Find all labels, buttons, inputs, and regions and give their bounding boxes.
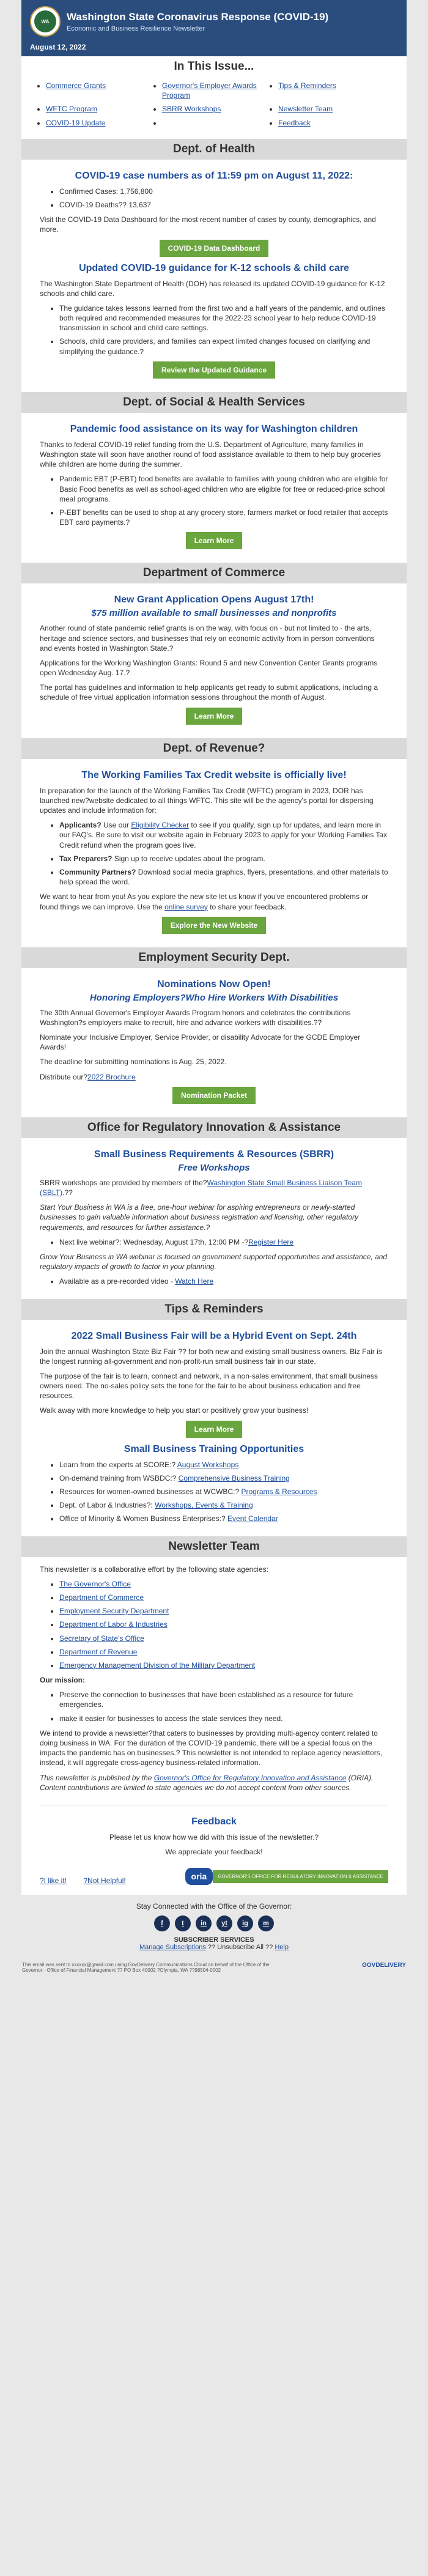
bullet-text: On-demand training from WSBDC:? — [59, 1473, 177, 1482]
revenue-title: The Working Families Tax Credit website is officially live! — [81, 769, 347, 780]
section-heading-commerce: Department of Commerce — [21, 563, 407, 583]
footer — [0, 1957, 428, 1978]
bullet-text: Learn from the experts at SCORE:? — [59, 1460, 176, 1469]
para-text: (ORIA). Content contributions are limited to state agencies we do not accept content from other sources. — [40, 1773, 374, 1792]
tips-para: Join the annual Washington State Biz Fair ?? for both new and existing small business owners. Biz Fair is the longest running all-government and non-profit-run small business fair in our state. — [40, 1347, 382, 1366]
toc-link[interactable]: SBRR Workshops — [162, 105, 221, 114]
oria-title: Small Business Requirements & Resources (SBRR) — [94, 1149, 334, 1160]
bullet-text: Dept. of Labor & Industries?: — [59, 1501, 153, 1510]
bullet-text: Download social media graphics, flyers, presentations, and other materials to help spread the word. — [59, 867, 388, 887]
dshs-section — [21, 413, 407, 563]
facebook-icon[interactable]: f — [154, 1915, 170, 1931]
revenue-para: In preparation for the launch of the Working Families Tax Credit (WFTC) program in 2023, DOR has launched new?website dedicated to all things WFTC. This site will be the agency's portal for dispersing updates and include information for: — [40, 786, 374, 815]
list-item — [59, 1606, 388, 1616]
commerce-para-2: Applications for the Working Washington Grants: Round 5 and new Convention Center Grants programs open Wednesday Aug. 17.? — [40, 658, 378, 678]
team-para-2: We intend to provide a newsletter?that caters to businesses by providing multi-agency content related to doing business in WA. For the duration of the COVID-19 pandemic, there will be a special focus on the impacts the pandemic has on businesses.? This newsletter is not intended to replace agency newsletters, instead, it will aggregate cross-agency business-related information. — [40, 1728, 383, 1767]
footer-text: This email was sent to xxxxxx@gmail.com using GovDelivery Communications Cloud on behalf of the Office of the Governor · Office of Financial Management ?? PO Box 40002 ?Olympia, WA ??98504-0002 — [22, 1962, 270, 1974]
bullet-lead: Applicants? — [59, 821, 101, 830]
bullet-text: Resources for women-owned businesses at WCWBC:? — [59, 1487, 240, 1496]
list-item — [59, 1593, 388, 1602]
list-item: • COVID-19 Deaths?? 13,637 — [59, 200, 388, 210]
training-link[interactable]: August Workshops — [177, 1460, 239, 1469]
toc-link[interactable]: Feedback — [278, 118, 311, 127]
agency-link[interactable]: Department of Labor & Industries — [59, 1620, 168, 1629]
newsletter-subtitle: Economic and Business Resilience Newsletter — [67, 24, 205, 32]
feedback-para-2: We appreciate your feedback! — [165, 1848, 263, 1857]
esd-para: The 30th Annual Governor's Employer Awards Program honors and celebrates the contributions Washington?s employers make to recruit, hire and advance workers with disabilities.?? — [40, 1008, 351, 1027]
section-heading-tips: Tips & Reminders — [21, 1299, 407, 1320]
list-item — [59, 854, 388, 864]
nomination-packet-button[interactable]: Nomination Packet — [172, 1087, 256, 1104]
section-heading-revenue: Dept. of Revenue? — [21, 738, 407, 759]
oria-link[interactable]: Governor's Office for Regulatory Innovation and Assistance — [153, 1773, 347, 1782]
training-link[interactable]: Programs & Resources — [241, 1487, 317, 1496]
register-link[interactable]: Register Here — [248, 1237, 294, 1246]
oria-para — [40, 1178, 388, 1197]
list-item — [59, 1460, 388, 1470]
tips-para-2: The purpose of the fair is to learn, connect and network, in a non-sales environment, that small business owners need. The no-sales policy sets the tone for the fair to be about business education and free resources. — [40, 1371, 378, 1401]
tips-title-2: Small Business Training Opportunities — [124, 1443, 304, 1454]
watch-link[interactable]: Watch Here — [175, 1277, 214, 1286]
sblt-link[interactable]: Washington State Small Business Liaison Team (SBLT) — [40, 1178, 362, 1197]
list-item — [59, 1634, 388, 1643]
training-link[interactable]: Comprehensive Business Training — [178, 1473, 290, 1482]
list-item — [59, 1237, 388, 1247]
tips-section — [21, 1320, 407, 1536]
team-para-3 — [40, 1773, 388, 1793]
agency-link[interactable]: Secretary of State's Office — [59, 1634, 144, 1643]
para-text: Distribute our? — [40, 1072, 88, 1081]
issue-date: August 12, 2022 — [30, 43, 86, 51]
toc-list — [21, 77, 407, 134]
list-item: • Confirmed Cases: 1,756,800 — [59, 187, 388, 196]
linkedin-icon[interactable]: in — [196, 1915, 212, 1931]
oria-badge: oria — [185, 1868, 213, 1885]
state-seal-icon: WA — [30, 6, 61, 37]
dshs-title: Pandemic food assistance on its way for Washington children — [70, 423, 358, 434]
toc-link[interactable]: Newsletter Team — [278, 105, 333, 114]
esd-subtitle: Honoring Employers?Who Hire Workers With Disabilities — [89, 992, 339, 1003]
learn-more-button[interactable]: Learn More — [186, 1421, 243, 1438]
oria-subtitle: Free Workshops — [178, 1162, 250, 1173]
list-item: • make it easier for businesses to access the state services they need. — [59, 1714, 388, 1723]
oria-para-3: Grow Your Business in WA webinar is focused on government supported opportunities and assistance, and regulatory impacts of growth to factor in your planning. — [40, 1252, 388, 1271]
health-para: Visit the COVID-19 Data Dashboard for the most recent number of cases by county, demographics, and more. — [40, 215, 376, 234]
agency-link[interactable]: Department of Commerce — [59, 1593, 144, 1602]
list-item — [59, 1500, 388, 1510]
list-item — [59, 1619, 388, 1629]
team-section — [21, 1557, 407, 1805]
bullet-lead: Community Partners? — [59, 867, 136, 876]
toc-link[interactable]: Tips & Reminders — [278, 81, 336, 90]
online-survey-link[interactable]: online survey — [164, 902, 208, 911]
toc-link[interactable]: COVID-19 Update — [46, 118, 106, 127]
like-link[interactable]: ?I like it! — [40, 1876, 67, 1886]
newsletter-title: Washington State Coronavirus Response (COVID-19) — [67, 10, 329, 23]
list-item — [59, 1660, 388, 1670]
unsubscribe-text: ?? Unsubscribe All ?? — [205, 1944, 275, 1952]
explore-website-button[interactable]: Explore the New Website — [162, 917, 266, 934]
list-item — [59, 1276, 388, 1286]
data-dashboard-button[interactable]: COVID-19 Data Dashboard — [160, 240, 269, 257]
feedback-heading: Feedback — [191, 1816, 237, 1827]
oria-section — [21, 1138, 407, 1299]
list-item — [59, 867, 388, 887]
list-item — [59, 1647, 388, 1657]
tips-para-3: Walk away with more knowledge to help you start or positively grow your business! — [40, 1406, 309, 1415]
stay-connected — [0, 1895, 428, 1957]
medium-icon[interactable]: m — [258, 1915, 274, 1931]
section-heading-team: Newsletter Team — [21, 1536, 407, 1557]
bullet-text: Next live webinar?: Wednesday, August 17th, 12:00 PM -? — [59, 1237, 249, 1246]
bullet-text: Use our — [101, 821, 131, 830]
toc-link[interactable]: WFTC Program — [46, 105, 97, 114]
stay-heading: Stay Connected with the Office of the Governor: — [136, 1902, 292, 1911]
oria-para-2: Start Your Business in WA is a free, one-hour webinar for aspiring entrepreneurs or newly-started businesses to gain valuable information about business registration and licensing, other regulatory requirements, and resources for further assistance.? — [40, 1203, 358, 1232]
esd-para-4 — [40, 1072, 388, 1082]
feedback-links — [40, 1876, 141, 1885]
bullet-text: Sign up to receive updates about the program. — [112, 854, 265, 863]
list-item: • Schools, child care providers, and families can expect limited changes focused on clarifying and simplifying the guidance.? — [59, 336, 388, 356]
newsletter-header — [21, 0, 407, 56]
agency-link[interactable]: The Governor's Office — [59, 1579, 131, 1588]
subscriber-heading: SUBSCRIBER SERVICES — [174, 1936, 254, 1944]
commerce-section — [21, 583, 407, 738]
commerce-para: Another round of state pandemic relief grants is on the way, with focus on - but not limited to - the arts, heritage and science sectors, and businesses that rely on economic activity from in person conventions and events hosted in Washington State.? — [40, 624, 375, 653]
revenue-para-2 — [40, 892, 388, 911]
dshs-para: Thanks to federal COVID-19 relief funding from the U.S. Department of Agriculture, many families in Washington state will soon have another round of food assistance available to them to help buy groceries while children are home during the summer. — [40, 440, 381, 469]
feedback-para: Please let us know how we did with this issue of the newsletter.? — [109, 1832, 319, 1841]
twitter-icon[interactable]: t — [175, 1915, 191, 1931]
toc-link[interactable]: Commerce Grants — [46, 81, 106, 90]
bullet-lead: Tax Preparers? — [59, 854, 113, 863]
commerce-subtitle: $75 million available to small businesses and nonprofits — [91, 608, 337, 619]
toc-link[interactable]: Governor's Employer Awards Program — [162, 81, 257, 100]
help-link[interactable]: Help — [275, 1944, 289, 1952]
toc-heading: In This Issue... — [21, 56, 407, 77]
health-para-2: The Washington State Department of Health (DOH) has released its updated COVID-19 guidance for K-12 schools and child care. — [40, 279, 385, 298]
list-item — [59, 1514, 388, 1523]
agency-link[interactable]: Department of Revenue — [59, 1647, 138, 1656]
review-guidance-button[interactable]: Review the Updated Guidance — [153, 361, 275, 379]
bullet-text: Office of Minority & Women Business Enterprises:? — [59, 1514, 226, 1523]
not-helpful-link[interactable]: ?Not Helpful! — [83, 1876, 126, 1886]
esd-para-3: The deadline for submitting nominations is Aug. 25, 2022. — [40, 1057, 227, 1067]
instagram-icon[interactable]: ig — [237, 1915, 253, 1931]
para-text: to share your feedback. — [210, 902, 287, 911]
feedback-row — [21, 1862, 407, 1895]
learn-more-button[interactable]: Learn More — [186, 708, 243, 725]
social-icons — [0, 1915, 428, 1931]
esd-title: Nominations Now Open! — [157, 979, 271, 990]
list-item — [59, 1473, 388, 1483]
section-heading-oria: Office for Regulatory Innovation & Assistance — [21, 1117, 407, 1138]
esd-section — [21, 968, 407, 1117]
bullet-text: Available as a pre-recorded video - — [59, 1277, 175, 1286]
list-item: • Pandemic EBT (P-EBT) food benefits are available to families with young children who are eligible for Basic Food benefits as well as school-aged children who are eligible for free or reduced-price school meal programs. — [59, 474, 388, 504]
mission-label: Our mission: — [40, 1676, 86, 1685]
section-heading-esd: Employment Security Dept. — [21, 947, 407, 968]
section-heading-dshs: Dept. of Social & Health Services — [21, 392, 407, 413]
esd-para-2: Nominate your Inclusive Employer, Service Provider, or disability Advocate for the GCDE Employer Awards! — [40, 1033, 361, 1052]
list-item: • The guidance takes lessons learned from the first two and a half years of the pandemic, and outlines both required and recommended measures for the 2022-23 school year to help reduce COVID-19 transmission in school and child care settings. — [59, 303, 388, 333]
para-text: We want to hear from you! As you explore the new site let us know if you've encountered problems or found things we can improve. Use the — [40, 892, 369, 911]
para-text: This newsletter is published by the — [40, 1773, 154, 1782]
training-link[interactable]: Workshops, Events & Training — [155, 1501, 253, 1510]
para-text: .?? — [62, 1188, 73, 1197]
section-heading-health: Dept. of Health — [21, 139, 407, 160]
newsletter — [21, 0, 407, 1895]
health-title: COVID-19 case numbers as of 11:59 pm on August 11, 2022: — [75, 170, 353, 181]
list-item: • P-EBT benefits can be used to shop at any grocery store, farmers market or food retailer that accepts EBT card payments.? — [59, 508, 388, 527]
govdelivery-logo: GOVDELIVERY — [362, 1962, 406, 1969]
team-para: This newsletter is a collaborative effort by the following state agencies: — [40, 1564, 268, 1574]
manage-subscriptions-link[interactable]: Manage Subscriptions — [139, 1944, 206, 1952]
agency-link[interactable]: Employment Security Department — [59, 1607, 169, 1616]
feedback-section — [21, 1805, 407, 1857]
training-link[interactable]: Event Calendar — [227, 1514, 278, 1523]
list-item: • Preserve the connection to businesses that have been established as a resource for future emergencies. — [59, 1690, 388, 1709]
tips-title: 2022 Small Business Fair will be a Hybrid Event on Sept. 24th — [71, 1330, 357, 1341]
health-title-2: Updated COVID-19 guidance for K-12 schools & child care — [79, 262, 349, 273]
commerce-title: New Grant Application Opens August 17th! — [114, 594, 314, 605]
oria-logo-text: GOVERNOR'S OFFICE FOR REGULATORY INNOVATION & ASSISTANCE — [213, 1870, 388, 1884]
revenue-section — [21, 759, 407, 947]
list-item — [59, 1487, 388, 1497]
youtube-icon[interactable]: yt — [216, 1915, 232, 1931]
eligibility-checker-link[interactable]: Eligibility Checker — [131, 821, 190, 830]
learn-more-button[interactable]: Learn More — [186, 532, 243, 549]
list-item — [59, 820, 388, 850]
bullet-text: to see if you qualify, sign up for updates, and learn more in our FAQ's. Be sure to visit our website again in February 2023 to apply for your Working Families Tax Credit refund when the program goes live. — [59, 821, 388, 849]
list-item — [59, 1579, 388, 1589]
subscriber-links — [0, 1944, 428, 1951]
para-text: SBRR workshops are provided by members of the? — [40, 1178, 207, 1187]
oria-logo — [185, 1868, 388, 1885]
commerce-para-3: The portal has guidelines and information to help applicants get ready to submit applications, including a schedule of free virtual application information sessions throughout the month of August. — [40, 683, 378, 702]
agency-link[interactable]: Emergency Management Division of the Military Department — [59, 1660, 256, 1670]
health-section — [21, 160, 407, 392]
brochure-link[interactable]: 2022 Brochure — [87, 1072, 136, 1081]
